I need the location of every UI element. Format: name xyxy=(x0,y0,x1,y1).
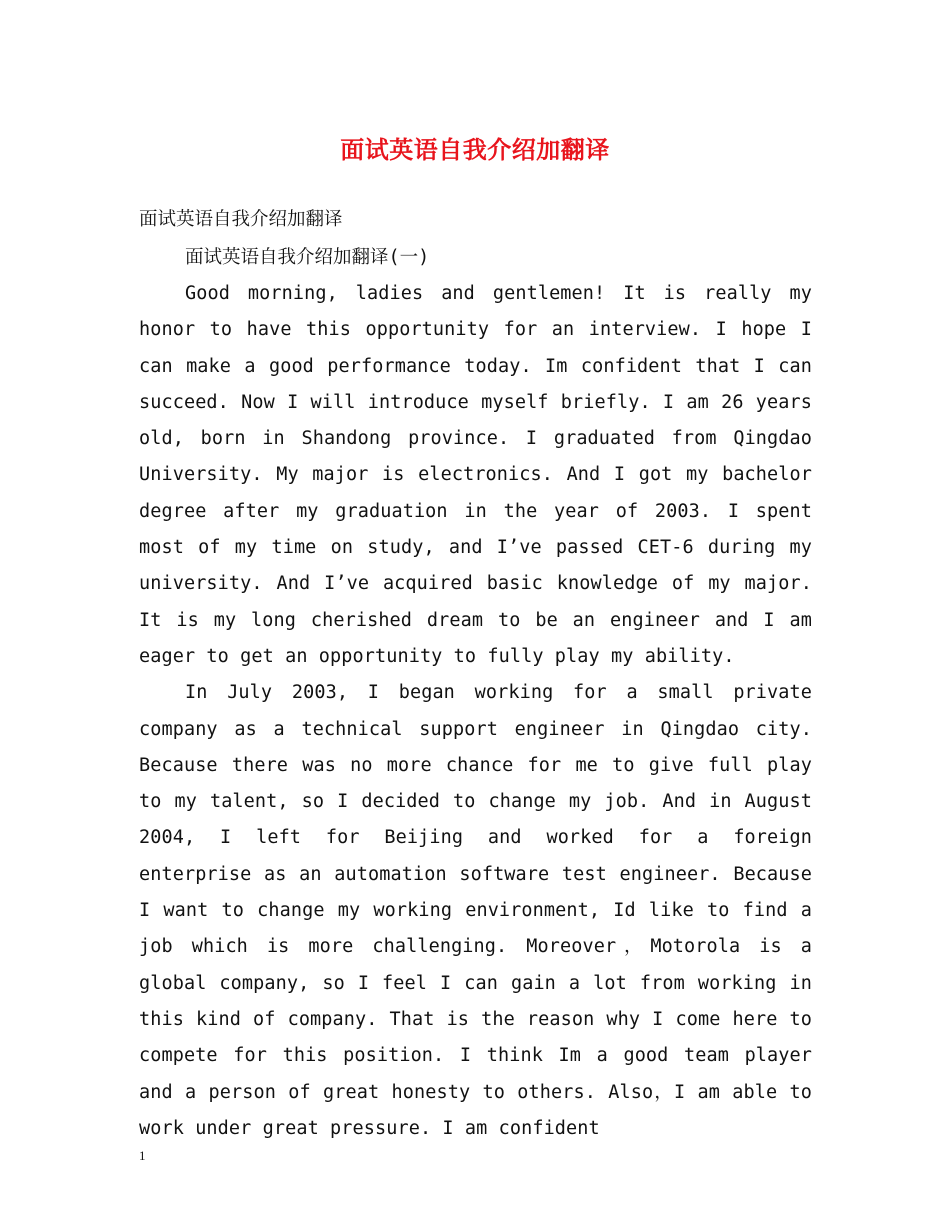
section-heading: 面试英语自我介绍加翻译 xyxy=(139,209,343,230)
paragraph-2: In July 2003, I began working for a small private company as a technical support engineer in Qingdao city. Because there was no more chance for me to give full play to my talent, so I decided to change my job. And in August 2004, I left for Beijing and worked for a foreign enterprise as an automation software test engineer. Because I want to change my working environment, Id like to find a job which is more challenging. Moreover，Motorola is a global company, so I feel I can gain a lot from working in this kind of company. That is the reason why I come here to compete for this position. I think Im a good team player and a person of great honesty to others. Also，I am able to work under great pressure. I am confident xyxy=(139,682,812,1139)
document-body xyxy=(139,200,812,1147)
paragraph-1: Good morning, ladies and gentlemen! It is really my honor to have this opportunity for an interview. I hope I can make a good performance today. Im confident that I can succeed. Now I will introduce myself briefly. I am 26 years old, born in Shandong province. I graduated from Qingdao University. My major is electronics. And I got my bachelor degree after my graduation in the year of 2003. I spent most of my time on study, and I’ve passed CET-6 during my university. And I’ve acquired basic knowledge of my major. It is my long cherished dream to be an engineer and I am eager to get an opportunity to fully play my ability. xyxy=(139,283,812,667)
section-subheading: 面试英语自我介绍加翻译(一) xyxy=(185,247,430,268)
page-number: 1 xyxy=(139,1148,146,1163)
document-title: 面试英语自我介绍加翻译 xyxy=(340,135,610,164)
